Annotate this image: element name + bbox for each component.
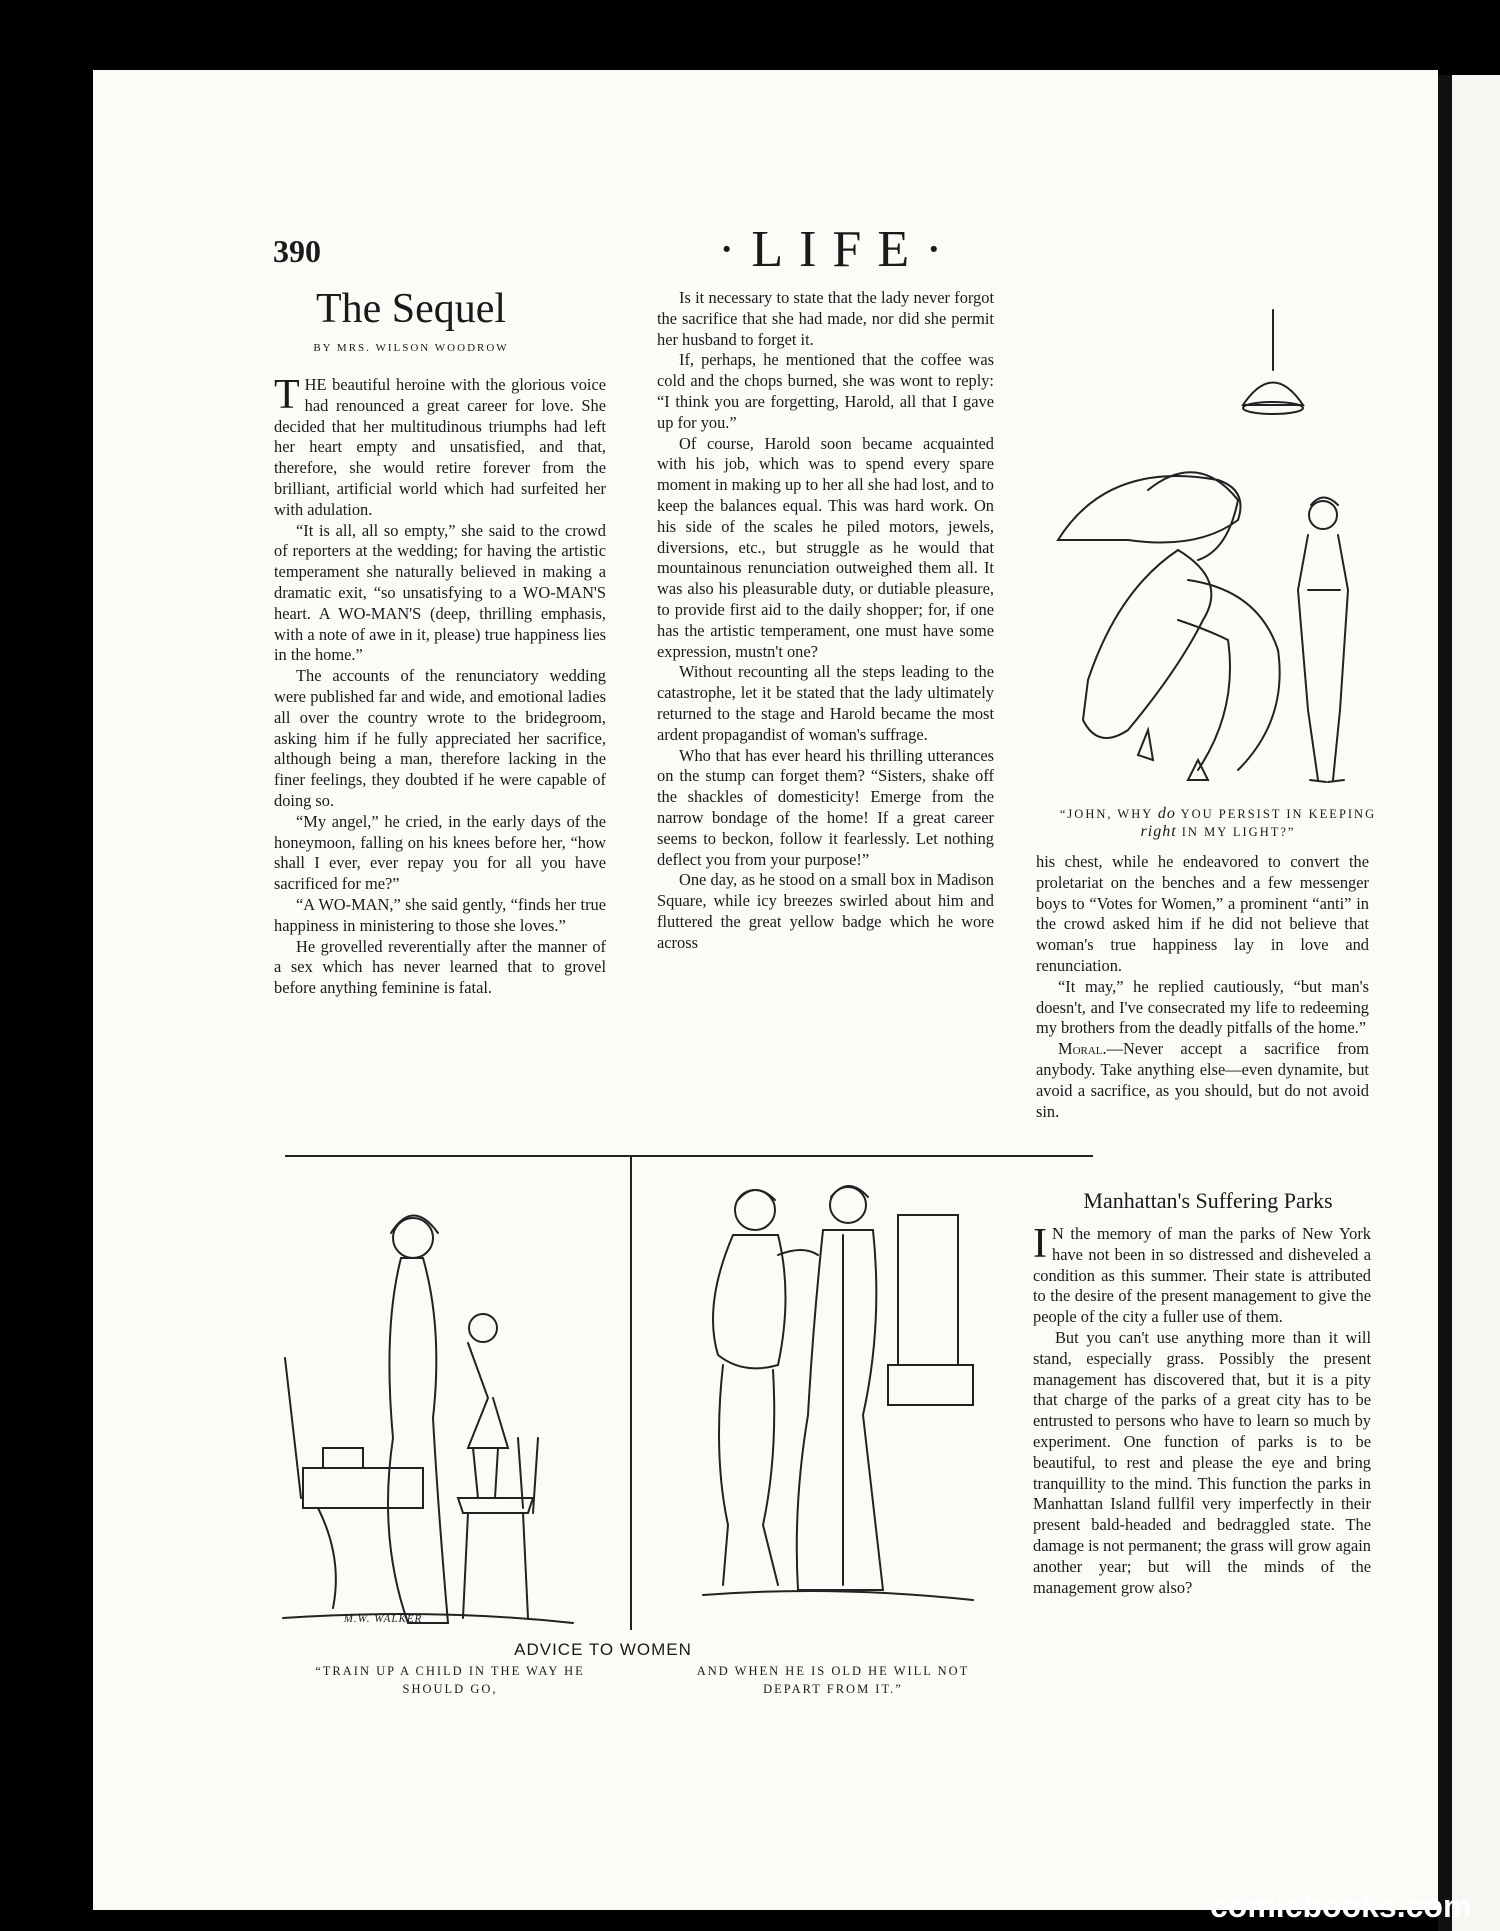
- story-column-1: [274, 372, 606, 999]
- cartoon-divider-horizontal: [285, 1155, 1093, 1157]
- story-paragraph: Without recounting all the steps leading to the catastrophe, let it be stated that the lady ultimately returned to the stage and Harold became the most ardent propagandist of woman's suffrage.: [657, 662, 994, 744]
- cartoon-mother-and-child: [273, 1178, 593, 1628]
- cartoon-woman-under-lamp: [1028, 290, 1388, 790]
- magazine-page: [93, 70, 1438, 1910]
- page-number: 390: [273, 233, 321, 269]
- cartoon-bottom-right-caption: AND WHEN HE IS OLD HE WILL NOT DEPART FROM IT.”: [696, 1664, 970, 1696]
- cartoon-bottom-left-caption: “TRAIN UP A CHILD IN THE WAY HE SHOULD GO,: [315, 1664, 585, 1696]
- story-paragraph: The accounts of the renunciatory wedding were published far and wide, and emotional ladies all over the country wrote to the bridegroom, asking him if he fully appreciated her sacrifice, although being a man, therefore lacking in the finer feelings, they doubted if he were capable of doing so.: [274, 666, 606, 810]
- story-paragraph: “It may,” he replied cautiously, “but man's doesn't, and I've consecrated my life to redeeming my brothers from the deadly pitfalls of the home.”: [1036, 976, 1369, 1038]
- story-paragraph: his chest, while he endeavored to convert the proletariat on the benches and a few messenger boys to “Votes for Women,” a prominent “anti” in the crowd asked him if he did not believe that woman's true happiness lay in love and renunciation.: [1036, 852, 1369, 975]
- cartoon-divider-vertical: [630, 1155, 632, 1630]
- story-paragraph: THE beautiful heroine with the glorious voice had renounced a great career for love. She decided that her multitudinous triumphs had left her heart empty and unsatisfied, and that, therefore, she would retire forever from the brilliant, artificial world which had surfeited her with adulation.: [274, 372, 606, 519]
- story-paragraph: One day, as he stood on a small box in Madison Square, while icy breezes swirled about him and fluttered the great yellow badge which he wore across: [657, 870, 994, 952]
- parks-title: Manhattan's Suffering Parks: [1083, 1188, 1333, 1213]
- site-watermark: comicbooks.com: [1210, 1888, 1472, 1924]
- cartoon-bottom-title: ADVICE TO WOMEN: [514, 1640, 692, 1659]
- caption-emphasis: do: [1157, 805, 1176, 822]
- caption-emphasis: right: [1140, 823, 1177, 840]
- story-paragraph: “My angel,” he cried, in the early days of the honeymoon, falling on his knees before her, “how shall I ever, ever repay you for all you have sacrificed for me?”: [274, 811, 606, 894]
- story-column-2: [657, 288, 994, 954]
- parks-dropcap: I: [1033, 1221, 1047, 1267]
- story-paragraph: If, perhaps, he mentioned that the coffee was cold and the chops burned, she was wont to reply: “I think you are forgetting, Harold, all that I gave up for you.”: [657, 350, 994, 432]
- story-paragraph: He grovelled reverentially after the manner of a sex which has never learned that to grovel before anything feminine is fatal.: [274, 936, 606, 998]
- story-moral: Moral.—Never accept a sacrifice from anybody. Take anything else—even dynamite, but avoid a sacrifice, as you should, but do not avoid sin.: [1036, 1039, 1369, 1121]
- story-paragraph: “It is all, all so empty,” she said to the crowd of reporters at the wedding; for having the artistic temperament she naturally believed in making a dramatic exit, “so unsatisfying to a WO-MAN'S heart. A WO-MAN'S (deep, thrilling emphasis, with a note of awe in it, please) true happiness lies in the home.”: [274, 520, 606, 665]
- story-paragraph: “A WO-MAN,” she said gently, “finds her true happiness in ministering to those she loves.”: [274, 894, 606, 935]
- binding-gutter: [1438, 75, 1452, 1931]
- story-dropcap: T: [274, 372, 300, 418]
- story-paragraph: Of course, Harold soon became acquainted with his job, which was to spend every spare moment in making up to her all she had lost, and to keep the balances equal. This was hard work. On his side of the scales he piled motors, jewels, diversions, etc., but struggle as he would that mountainous renunciation outweighed them all. It was also his pleasurable duty, or dutiable pleasure, to provide first aid to the daily shopper; for, if one has the artistic temperament, one must have some expression, mustn't one?: [657, 433, 994, 661]
- masthead: ·LIFE·: [718, 221, 959, 278]
- story-byline: BY MRS. WILSON WOODROW: [313, 342, 509, 354]
- cartoon-signature: M.W. WALKER: [343, 1613, 423, 1625]
- story-paragraph: Who that has ever heard his thrilling utterances on the stump can forget them? “Sisters, shake off the shackles of domesticity! Emerge from the narrow bondage of the home! If a great career seems to beckon, follow it fearlessly. Let nothing deflect you from your purpose!”: [657, 745, 994, 869]
- cartoon-top-caption: “JOHN, WHY do YOU PERSIST IN KEEPING right IN MY LIGHT?”: [1059, 805, 1377, 840]
- parks-column: [1033, 1221, 1371, 1598]
- parks-paragraph: I N the memory of man the parks of New York have not been in so distressed and disheveled a condition as this summer. Their state is attributed to the desire of the present management to give the people of the city a fuller use of them.: [1033, 1221, 1371, 1327]
- parks-paragraph: But you can't use anything more than it will stand, especially grass. Possibly the present management has discovered that, but it is a pity that charge of the parks of a great city has to be entrusted to persons who have to learn so much by experiment. One function of parks is to be beautiful, to rest and please the eye and bring tranquillity to the mind. This function the parks in Manhattan Island fullfil very imperfectly in their present bald-headed and bedraggled state. The damage is not permanent; the grass will grow again another year; but will the minds of the management grow also?: [1033, 1327, 1371, 1597]
- cartoon-man-helping-woman: [683, 1175, 983, 1615]
- facing-page-edge: [1452, 75, 1500, 1931]
- story-title: The Sequel: [315, 286, 507, 332]
- story-paragraph: Is it necessary to state that the lady never forgot the sacrifice that she had made, nor did she permit her husband to forget it.: [657, 288, 994, 349]
- story-column-3: [1036, 852, 1369, 1122]
